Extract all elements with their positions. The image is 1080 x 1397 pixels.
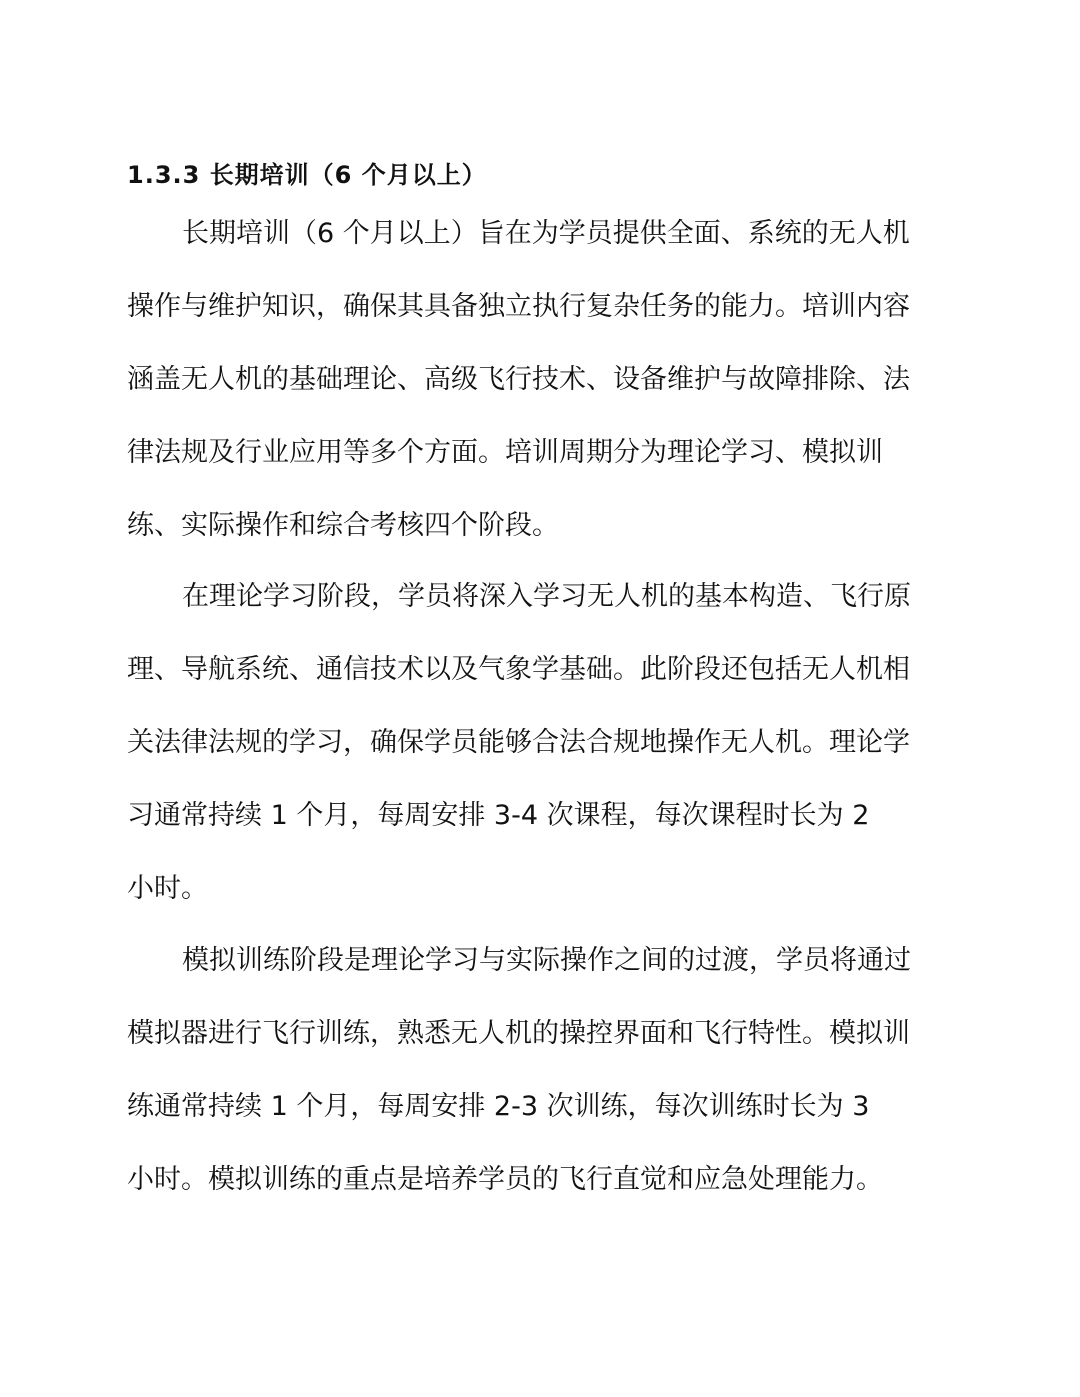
paragraph-line: 模拟器进行飞行训练，熟悉无人机的操控界面和飞行特性。模拟训 (127, 1018, 910, 1049)
paragraph-line: 模拟训练阶段是理论学习与实际操作之间的过渡，学员将通过 (182, 945, 911, 976)
paragraph-simulation-phase (127, 924, 957, 1216)
paragraph-line: 操作与维护知识，确保其具备独立执行复杂任务的能力。培训内容 (127, 291, 910, 322)
paragraph-line: 理、导航系统、通信技术以及气象学基础。此阶段还包括无人机相 (127, 654, 910, 685)
paragraph-line: 关法律法规的学习，确保学员能够合法合规地操作无人机。理论学 (127, 727, 910, 758)
paragraph-overview (127, 197, 957, 562)
section-heading: 1.3.3 长期培训（6 个月以上） (127, 161, 487, 189)
paragraph-line: 习通常持续 1 个月，每周安排 3-4 次课程，每次课程时长为 2 (127, 800, 870, 831)
paragraph-line: 小时。 (127, 873, 208, 904)
paragraph-line: 涵盖无人机的基础理论、高级飞行技术、设备维护与故障排除、法 (127, 364, 910, 395)
paragraph-line: 小时。模拟训练的重点是培养学员的飞行直觉和应急处理能力。 (127, 1164, 883, 1195)
paragraph-line: 练通常持续 1 个月，每周安排 2-3 次训练，每次训练时长为 3 (127, 1091, 870, 1122)
paragraph-line: 练、实际操作和综合考核四个阶段。 (127, 510, 559, 541)
paragraph-theory-phase (127, 560, 957, 925)
paragraph-line: 律法规及行业应用等多个方面。培训周期分为理论学习、模拟训 (127, 437, 883, 468)
paragraph-line: 长期培训（6 个月以上）旨在为学员提供全面、系统的无人机 (182, 218, 910, 249)
paragraph-line: 在理论学习阶段，学员将深入学习无人机的基本构造、飞行原 (182, 581, 911, 612)
